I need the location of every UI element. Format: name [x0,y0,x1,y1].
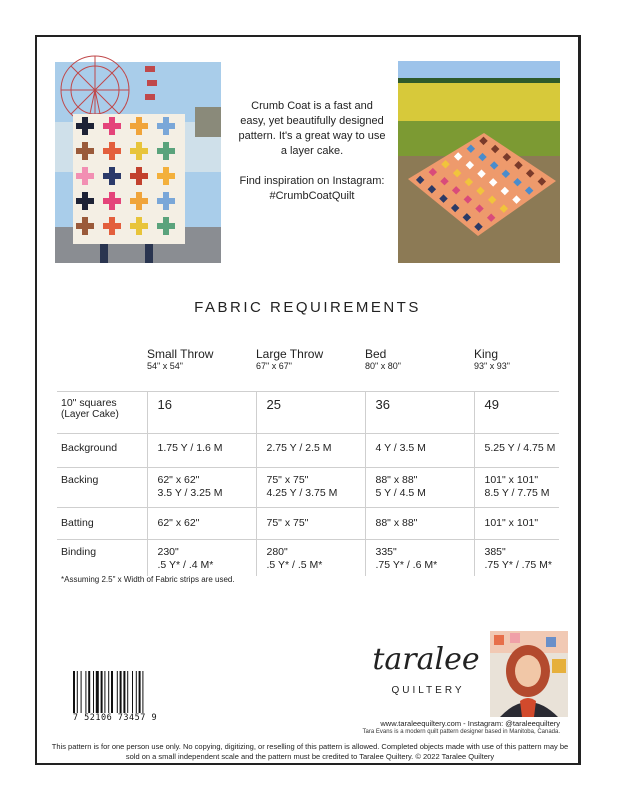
table-cell: 75" x 75" [256,508,365,540]
fabric-requirements-table [57,347,559,576]
pattern-intro [237,99,387,219]
size-header-row [57,347,559,392]
table-row-squares [57,392,559,434]
table-cell: 49 [474,392,559,434]
author-photo [490,631,568,717]
table-cell: 101" x 101" 8.5 Y / 7.75 M [474,468,559,508]
table-cell: 62" x 62" [147,508,256,540]
table-cell: 5.25 Y / 4.75 M [474,434,559,468]
table-cell: 2.75 Y / 2.5 M [256,434,365,468]
size-header-large-throw: Large Throw 67" x 67" [256,347,324,371]
size-header-king: King 93" x 93" [474,347,510,371]
website-instagram: www.taraleequiltery.com - Instagram: @taraleequiltery [380,719,560,728]
quilt-field-photo [398,61,560,263]
pattern-description: Crumb Coat is a fast and easy, yet beautifully designed pattern. It's a great way to use a layer cake. [238,100,386,157]
table-cell: 1.75 Y / 1.6 M [147,434,256,468]
table-cell: 230" .5 Y* / .4 M* [147,540,256,577]
fabric-requirements-heading: FABRIC REQUIREMENTS [194,299,421,316]
table-cell: 62" x 62" 3.5 Y / 3.25 M [147,468,256,508]
row-label-batting: Batting [57,508,147,540]
table-row-binding [57,540,559,577]
pattern-back-page [35,35,581,765]
svg-text:taralee: taralee [372,642,480,677]
taralee-quiltery-logo [372,635,480,697]
row-label-binding: Binding [57,540,147,577]
row-label-backing: Backing [57,468,147,508]
table-cell: 335" .75 Y* / .6 M* [365,540,474,577]
table-row-backing [57,468,559,508]
designer-bio: Tara Evans is a modern quilt pattern designer based in Manitoba, Canada. [362,729,560,735]
table-cell: 4 Y / 3.5 M [365,434,474,468]
table-cell: 280" .5 Y* / .5 M* [256,540,365,577]
table-cell: 25 [256,392,365,434]
size-header-small-throw: Small Throw 54" x 54" [147,347,214,371]
table-cell: 75" x 75" 4.25 Y / 3.75 M [256,468,365,508]
row-label-squares: 10" squares (Layer Cake) [57,392,147,434]
table-cell: 101" x 101" [474,508,559,540]
binding-footnote: *Assuming 2.5" x Width of Fabric strips are used. [61,575,235,584]
copyright-disclaimer: This pattern is for one person use only. No copying, digitizing, or reselling of this pattern is allowed. Completed objects made with use of this pattern may be sold on a small independent scale and the pattern must be credited to Taralee Quiltery. © 2022 Taralee Quiltery [51,742,569,761]
instagram-inspiration: Find inspiration on Instagram: #CrumbCoatQuilt [239,175,385,202]
table-row-background [57,434,559,468]
table-cell: 16 [147,392,256,434]
barcode-number: 7 52106 73457 9 [67,713,163,723]
table-cell: 88" x 88" 5 Y / 4.5 M [365,468,474,508]
size-header-bed: Bed 80" x 80" [365,347,401,371]
table-cell: 88" x 88" [365,508,474,540]
table-cell: 36 [365,392,474,434]
quilt-fairground-photo [55,62,221,263]
svg-text:QUILTERY: QUILTERY [391,685,465,696]
table-row-batting [57,508,559,540]
row-label-background: Background [57,434,147,468]
table-cell: 385" .75 Y* / .75 M* [474,540,559,577]
